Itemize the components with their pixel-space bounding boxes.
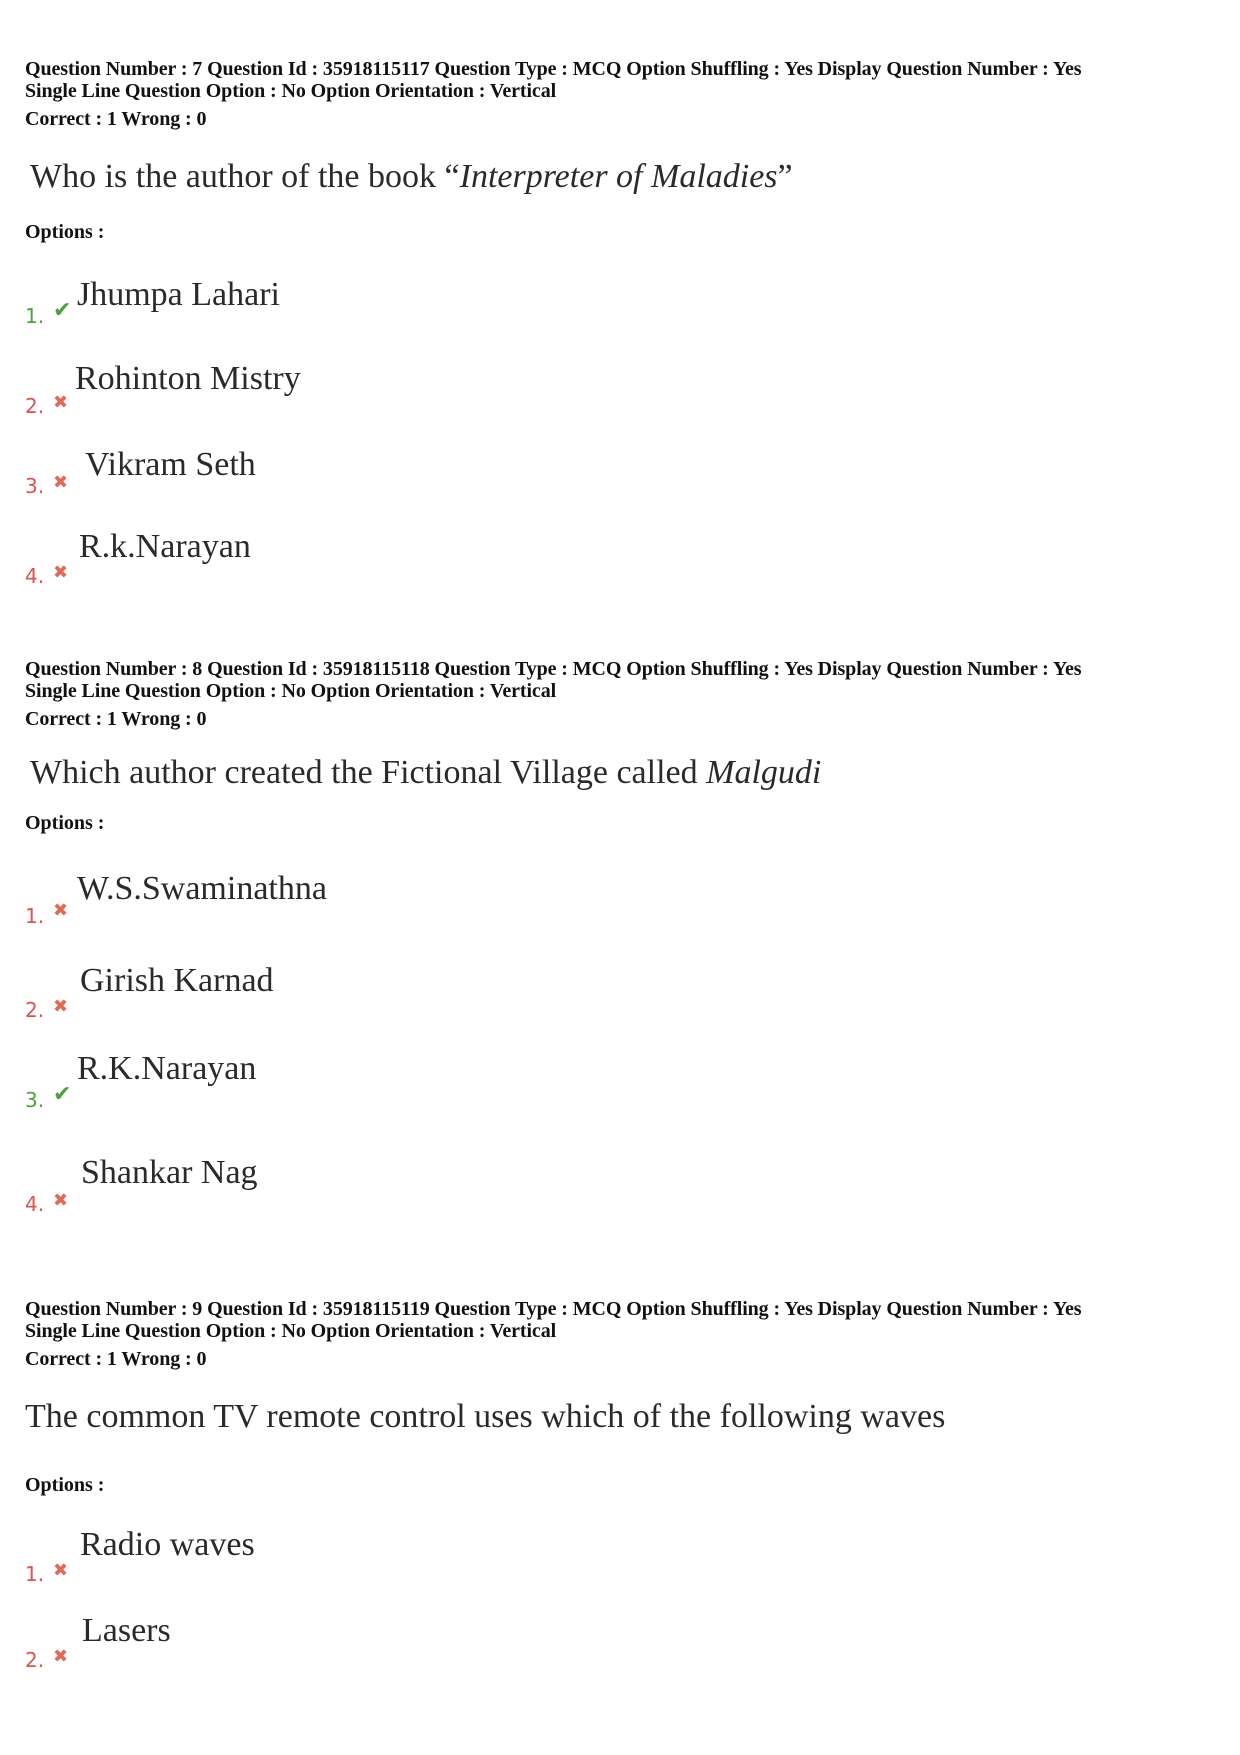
- option-text: Rohinton Mistry: [75, 360, 301, 397]
- cross-icon: ✖: [53, 472, 69, 493]
- question-text: [25, 1398, 945, 1436]
- option-text: Radio waves: [80, 1526, 255, 1563]
- option-text: R.k.Narayan: [79, 528, 251, 565]
- question-meta-line-2: Single Line Question Option : No Option Orientation : Vertical: [25, 80, 557, 102]
- question-scoring: Correct : 1 Wrong : 0: [25, 708, 207, 730]
- check-icon: ✔: [53, 298, 72, 323]
- option-item-2[interactable]: [25, 338, 725, 418]
- question-scoring: Correct : 1 Wrong : 0: [25, 1348, 207, 1370]
- cross-icon: ✖: [53, 1190, 69, 1211]
- option-text: Girish Karnad: [80, 962, 274, 999]
- question-text: [30, 158, 793, 196]
- question-block-7: [25, 58, 1225, 588]
- question-meta: [25, 58, 1225, 130]
- cross-icon: ✖: [53, 562, 69, 583]
- option-number: 1.: [25, 1562, 45, 1586]
- question-text: [30, 754, 821, 792]
- option-text: W.S.Swaminathna: [77, 870, 327, 907]
- option-text: Vikram Seth: [85, 446, 256, 483]
- option-number: 3.: [25, 474, 45, 498]
- question-meta-line-2: Single Line Question Option : No Option Orientation : Vertical: [25, 1320, 557, 1342]
- question-text-italic: Interpreter of Maladies: [459, 158, 778, 195]
- option-number: 1.: [25, 304, 45, 328]
- question-text-prefix: Which author created the Fictional Village called: [30, 754, 707, 791]
- question-text-italic: Malgudi: [706, 754, 822, 791]
- option-number: 1.: [25, 904, 45, 928]
- question-text-suffix: ”: [777, 158, 793, 195]
- question-meta: [25, 658, 1225, 730]
- cross-icon: ✖: [53, 900, 69, 921]
- cross-icon: ✖: [53, 1646, 69, 1667]
- question-meta-line-1: Question Number : 7 Question Id : 35918115117 Question Type : MCQ Option Shuffling : Yes Display Question Number : Yes: [25, 58, 1082, 80]
- option-item-2[interactable]: [25, 1588, 725, 1672]
- question-meta: [25, 1298, 1225, 1370]
- question-meta-line-2: Single Line Question Option : No Option Orientation : Vertical: [25, 680, 557, 702]
- option-number: 4.: [25, 1192, 45, 1216]
- option-item-3[interactable]: [25, 418, 725, 498]
- cross-icon: ✖: [53, 996, 69, 1017]
- option-text: Lasers: [82, 1612, 171, 1649]
- option-item-1[interactable]: [25, 1502, 725, 1586]
- option-number: 4.: [25, 564, 45, 588]
- option-number: 3.: [25, 1088, 45, 1112]
- question-scoring: Correct : 1 Wrong : 0: [25, 108, 207, 130]
- options-label: Options :: [25, 812, 105, 834]
- question-text-prefix: Who is the author of the book “: [30, 158, 460, 195]
- cross-icon: ✖: [53, 1560, 69, 1581]
- option-number: 2.: [25, 1648, 45, 1672]
- question-meta-line-1: Question Number : 9 Question Id : 35918115119 Question Type : MCQ Option Shuffling : Yes Display Question Number : Yes: [25, 1298, 1082, 1320]
- option-item-4[interactable]: [25, 508, 725, 588]
- question-meta-line-1: Question Number : 8 Question Id : 35918115118 Question Type : MCQ Option Shuffling : Yes Display Question Number : Yes: [25, 658, 1082, 680]
- question-block-8: [25, 658, 1225, 1216]
- options-label: Options :: [25, 1474, 105, 1496]
- question-block-9: [25, 1298, 1225, 1672]
- option-text: Shankar Nag: [81, 1154, 258, 1191]
- option-item-1[interactable]: [25, 248, 725, 328]
- option-item-1[interactable]: [25, 848, 725, 928]
- option-text: Jhumpa Lahari: [77, 276, 280, 313]
- option-number: 2.: [25, 998, 45, 1022]
- check-icon: ✔: [53, 1082, 72, 1107]
- option-item-2[interactable]: [25, 940, 725, 1022]
- cross-icon: ✖: [53, 392, 69, 413]
- option-item-3[interactable]: [25, 1028, 725, 1112]
- option-number: 2.: [25, 394, 45, 418]
- option-text: R.K.Narayan: [77, 1050, 257, 1087]
- question-text-prefix: The common TV remote control uses which of the following waves: [25, 1398, 946, 1435]
- options-label: Options :: [25, 221, 105, 243]
- option-item-4[interactable]: [25, 1134, 725, 1216]
